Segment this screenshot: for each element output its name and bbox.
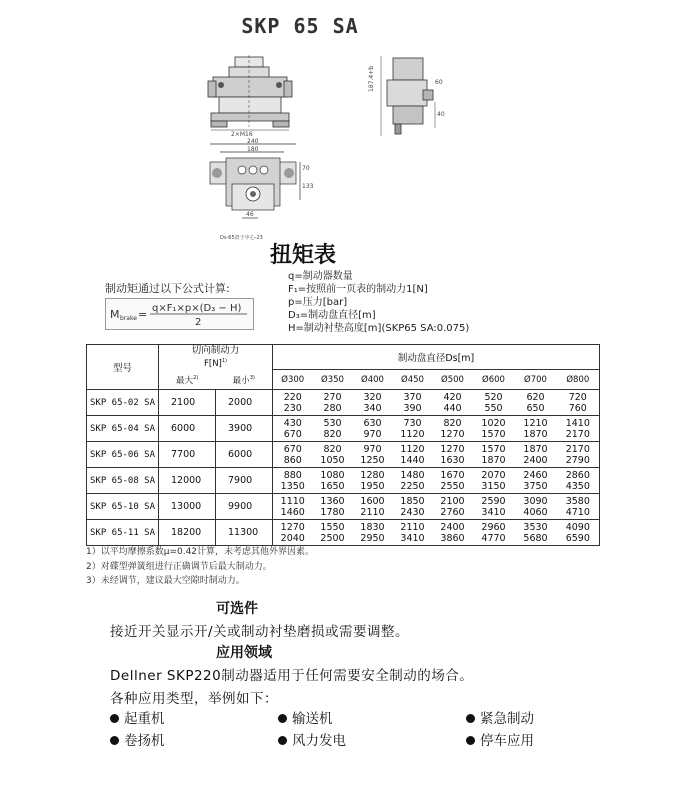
force-max-cell: 13000 — [159, 494, 216, 520]
bullet-icon — [278, 714, 287, 723]
model-cell: SKP 65-08 SA — [87, 468, 159, 494]
force-column-header — [159, 345, 273, 370]
application-item: 停车应用 — [466, 729, 534, 749]
torque-cell: 530 820 — [313, 416, 353, 442]
torque-cell: 720 760 — [557, 390, 600, 416]
options-text: 接近开关显示开/关或制动衬垫磨损或需要调整。 — [110, 624, 410, 640]
torque-cell: 2400 3860 — [433, 520, 473, 546]
torque-cell: 1110 1460 — [273, 494, 313, 520]
torque-cell: 270 280 — [313, 390, 353, 416]
torque-table — [86, 344, 600, 546]
table-row — [87, 520, 600, 546]
table-notes — [86, 545, 314, 589]
applications-text: Dellner SKP220制动器适用于任何需要安全制动的场合。 — [110, 668, 474, 684]
torque-cell: 1270 2040 — [273, 520, 313, 546]
torque-cell: 1210 1870 — [515, 416, 557, 442]
model-cell: SKP 65-11 SA — [87, 520, 159, 546]
torque-cell: 820 1270 — [433, 416, 473, 442]
application-item: 起重机 — [110, 707, 165, 727]
torque-cell: 1360 1780 — [313, 494, 353, 520]
force-min-cell: 9900 — [216, 494, 273, 520]
side-dim-60: 60 — [435, 79, 443, 86]
table-row — [87, 468, 600, 494]
top-dim-46: 46 — [246, 211, 254, 218]
model-cell: SKP 65-06 SA — [87, 442, 159, 468]
brake-formula — [106, 299, 253, 329]
torque-cell: 630 970 — [353, 416, 393, 442]
note-1: 1）以平均摩擦系数μ=0.42计算，未考虑其他外界因素。 — [86, 547, 315, 557]
torque-cell: 520 550 — [473, 390, 515, 416]
force-header-label: 切向制动力 — [191, 345, 240, 356]
top-dim-70: 70 — [302, 165, 310, 172]
formula-definitions — [288, 270, 469, 335]
disc-diameter-header: 制动盘直径Ds[m] — [273, 345, 600, 370]
formula-box — [105, 298, 254, 330]
diameter-header: Ø350 — [313, 370, 353, 390]
model-title: SKP 65 SA — [241, 14, 359, 38]
force-min-header: 最小$^{3)}$ — [216, 370, 273, 390]
torque-cell: 670 860 — [273, 442, 313, 468]
definition-q: q=制动器数量 — [288, 271, 353, 282]
torque-cell: 3090 4060 — [515, 494, 557, 520]
torque-cell: 2100 2760 — [433, 494, 473, 520]
torque-cell: 3530 5680 — [515, 520, 557, 546]
torque-cell: 1280 1950 — [353, 468, 393, 494]
torque-cell: 1270 1630 — [433, 442, 473, 468]
torque-cell: 2460 3750 — [515, 468, 557, 494]
bullet-icon — [466, 714, 475, 723]
torque-cell: 1850 2430 — [393, 494, 433, 520]
top-dim-133: 133 — [302, 183, 314, 190]
application-item: 风力发电 — [278, 729, 346, 749]
torque-cell: 2860 4350 — [557, 468, 600, 494]
top-dim-240: 240 — [247, 138, 259, 145]
force-min-cell: 11300 — [216, 520, 273, 546]
torque-cell: 880 1350 — [273, 468, 313, 494]
torque-cell: 2110 3410 — [393, 520, 433, 546]
diameter-header: Ø450 — [393, 370, 433, 390]
force-min-cell: 6000 — [216, 442, 273, 468]
force-max-cell: 7700 — [159, 442, 216, 468]
definition-h: H=制动衬垫高度[m](SKP65 SA:0.075) — [288, 323, 470, 334]
model-cell: SKP 65-04 SA — [87, 416, 159, 442]
force-min-cell: 2000 — [216, 390, 273, 416]
torque-cell: 1020 1570 — [473, 416, 515, 442]
definition-d3: D₃=制动盘直径[m] — [288, 310, 376, 321]
torque-cell: 370 390 — [393, 390, 433, 416]
note-3: 3）未经调节，建议最大空隙时制动力。 — [86, 576, 245, 586]
force-max-cell: 12000 — [159, 468, 216, 494]
force-max-cell: 6000 — [159, 416, 216, 442]
application-item: 紧急制动 — [466, 707, 534, 727]
svg-text:=: = — [138, 308, 148, 321]
top-view-drawing — [202, 138, 342, 243]
torque-cell: 1570 1870 — [473, 442, 515, 468]
torque-cell: 2070 3150 — [473, 468, 515, 494]
force-header-unit: $F[N]^{1)}$ — [203, 358, 228, 369]
side-dim-40: 40 — [437, 111, 445, 118]
front-dim-bolts: 2×M16 — [231, 131, 253, 137]
note-2: 2）对碟型弹簧组进行正确调节后最大制动力。 — [86, 561, 272, 572]
torque-cell: 2960 4770 — [473, 520, 515, 546]
force-min-cell: 7900 — [216, 468, 273, 494]
bullet-icon — [278, 736, 287, 745]
bullet-icon — [466, 736, 475, 745]
model-column-header: 型号 — [87, 345, 159, 390]
applications-subtitle: 各种应用类型，举例如下： — [110, 691, 278, 707]
force-max-cell: 2100 — [159, 390, 216, 416]
torque-cell: 1670 2550 — [433, 468, 473, 494]
model-cell: SKP 65-02 SA — [87, 390, 159, 416]
torque-table-title: 扭矩表 — [270, 243, 337, 268]
torque-cell: 1600 2110 — [353, 494, 393, 520]
side-view-drawing — [365, 52, 445, 142]
table-row — [87, 494, 600, 520]
svg-text:M: M — [110, 308, 120, 321]
diameter-header: Ø300 — [273, 370, 313, 390]
bullet-icon — [110, 736, 119, 745]
torque-cell: 2590 3410 — [473, 494, 515, 520]
side-dim-height: 187.4+b — [368, 65, 375, 92]
torque-cell: 620 650 — [515, 390, 557, 416]
definition-p: p=压力[bar] — [288, 297, 348, 308]
top-dim-note: Ds-65盘于中心-23 — [220, 235, 263, 241]
definition-f1: F₁=按照前一页表的制动力1[N] — [288, 284, 428, 295]
table-row — [87, 390, 600, 416]
torque-cell: 1480 2250 — [393, 468, 433, 494]
torque-table-body — [87, 390, 600, 546]
torque-cell: 1120 1440 — [393, 442, 433, 468]
options-title: 可选件 — [216, 601, 258, 617]
torque-cell: 970 1250 — [353, 442, 393, 468]
table-row — [87, 442, 600, 468]
diameter-header: Ø400 — [353, 370, 393, 390]
front-view-drawing — [205, 55, 295, 137]
torque-cell: 1080 1650 — [313, 468, 353, 494]
torque-cell: 820 1050 — [313, 442, 353, 468]
torque-cell: 1870 2400 — [515, 442, 557, 468]
formula-intro: 制动矩通过以下公式计算: — [105, 282, 230, 295]
diameter-header: Ø500 — [433, 370, 473, 390]
svg-text:2: 2 — [195, 317, 202, 328]
top-dim-180: 180 — [247, 146, 259, 153]
force-min-cell: 3900 — [216, 416, 273, 442]
applications-title: 应用领域 — [216, 645, 272, 661]
force-max-cell: 18200 — [159, 520, 216, 546]
torque-cell: 220 230 — [273, 390, 313, 416]
diameter-header: Ø700 — [515, 370, 557, 390]
torque-cell: 1550 2500 — [313, 520, 353, 546]
table-row — [87, 416, 600, 442]
torque-cell: 1830 2950 — [353, 520, 393, 546]
torque-cell: 1410 2170 — [557, 416, 600, 442]
torque-cell: 2170 2790 — [557, 442, 600, 468]
bullet-icon — [110, 714, 119, 723]
torque-cell: 430 670 — [273, 416, 313, 442]
torque-cell: 730 1120 — [393, 416, 433, 442]
svg-text:brake: brake — [120, 315, 137, 322]
force-max-header: 最大$^{2)}$ — [159, 370, 216, 390]
model-cell: SKP 65-10 SA — [87, 494, 159, 520]
application-item: 输送机 — [278, 707, 333, 727]
torque-cell: 3580 4710 — [557, 494, 600, 520]
diameter-header: Ø800 — [557, 370, 600, 390]
application-item: 卷扬机 — [110, 729, 165, 749]
torque-cell: 4090 6590 — [557, 520, 600, 546]
svg-text:q×F₁×p×(D₃ − H): q×F₁×p×(D₃ − H) — [152, 303, 242, 314]
torque-cell: 320 340 — [353, 390, 393, 416]
diameter-header: Ø600 — [473, 370, 515, 390]
torque-cell: 420 440 — [433, 390, 473, 416]
